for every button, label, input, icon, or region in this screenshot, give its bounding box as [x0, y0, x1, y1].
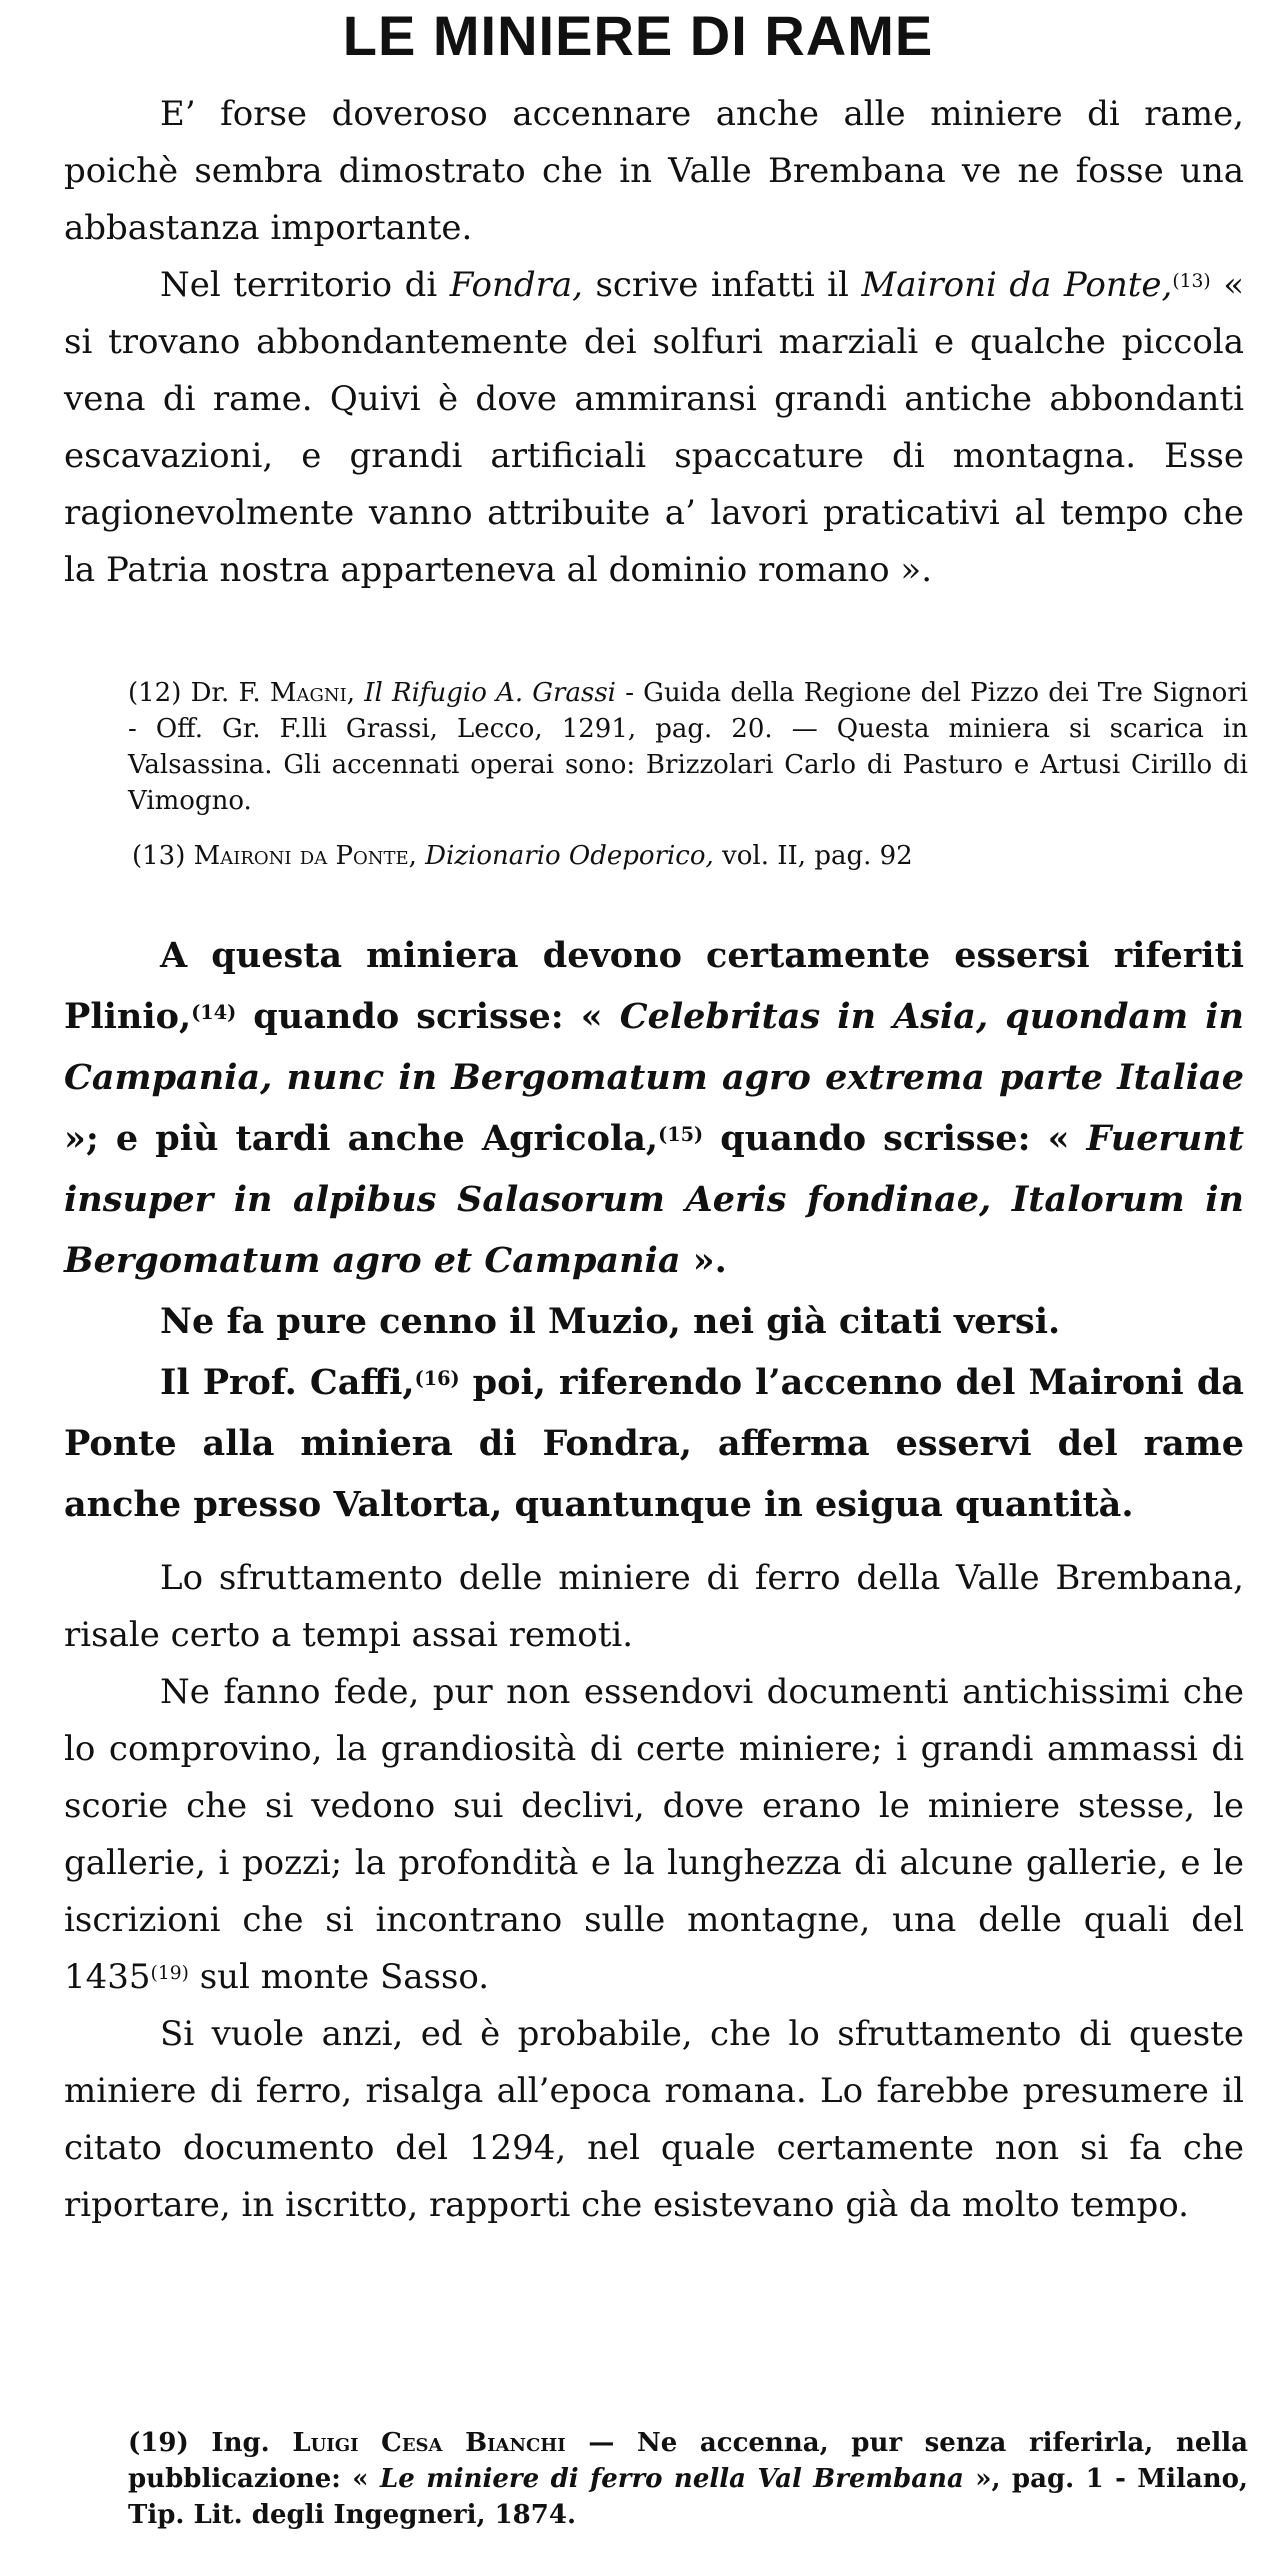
footnote-author: Magni, [269, 678, 356, 708]
footnote-ref: (15) [658, 1123, 704, 1146]
paragraph-text: scrive infatti il [582, 265, 862, 305]
page-title: LE MINIERE DI RAME [342, 4, 934, 67]
author-name: Maironi da Ponte, [861, 265, 1173, 305]
latin-quotation: Fuerunt insuper in alpibus Salasorum Aeris fondinae, Italorum in Bergomatum agro et Campania [64, 1118, 1244, 1281]
section-copper-mines [64, 86, 1244, 599]
footnote-author: Maironi da Ponte, [193, 841, 417, 871]
footnote-text: vol. II, pag. 92 [713, 841, 913, 871]
paragraph [64, 2006, 1244, 2234]
paragraph [64, 1291, 1244, 1352]
quotation-text: « si trovano abbondantemente dei solfuri marziali e qualche piccola vena di rame. Quivi è dove ammiransi grandi antiche abbondanti escavazioni, e grandi artificiali spaccature di montagna. Esse ragionevolmente vanno attribuite a’ lavori praticativi al tempo che la Patria nostra apparteneva al dominio romano ». [64, 265, 1245, 590]
footnote-text: », pag. 1 - Milano, Tip. Lit. degli Ingegneri, 1874. [128, 2464, 1248, 2530]
paragraph [64, 1352, 1244, 1535]
footnote-work: Le miniere di ferro nella Val Brembana [379, 2464, 964, 2494]
paragraph-text: Il Prof. Caffi, [160, 1362, 415, 1403]
paragraph-text: quando scrisse: « [236, 996, 620, 1037]
paragraph [64, 1550, 1244, 1664]
paragraph-text: Si vuole anzi, ed è probabile, che lo sfruttamento di queste miniere di ferro, risalga all’epoca romana. Lo farebbe presumere il citato documento del 1294, nel quale certamente non si fa che riportare, in iscritto, rapporti che esistevano già da molto tempo. [64, 2014, 1244, 2225]
footnote-author: Luigi Cesa Bianchi [292, 2428, 566, 2458]
footnote-12 [128, 675, 1248, 819]
footnote-13 [132, 838, 1242, 874]
place-name: Fondra, [449, 265, 583, 305]
paragraph-text: »; e più tardi anche Agricola, [64, 1118, 659, 1159]
section-plinio-agricola [64, 925, 1244, 1535]
footnote-ref: (19) [150, 1963, 189, 1984]
paragraph [64, 1664, 1244, 2006]
footnote-text: — Ne accenna, pur senza riferirla, nella pubblicazione: « [128, 2428, 1248, 2494]
footnote-work: Dizionario Odeporico, [416, 841, 714, 871]
paragraph-text: poi, riferendo l’accenno del Maironi da Ponte alla miniera di Fondra, afferma esservi del rame anche presso Valtorta, quantunque in esigua quantità. [64, 1362, 1244, 1525]
footnote-number: (12) Dr. F. [128, 678, 270, 708]
paragraph-text: Ne fanno fede, pur non essendovi documenti antichissimi che lo comprovino, la grandiosità di certe miniere; i grandi ammassi di scorie che si vedono sui declivi, dove erano le miniere stesse, le gallerie, i pozzi; la profondità e la lunghezza di alcune gallerie, e le iscrizioni che si incontrano sulle montagne, una delle quali del 1435 [64, 1672, 1244, 1997]
paragraph [64, 257, 1244, 599]
paragraph-text: Ne fa pure cenno il Muzio, nei già citati versi. [160, 1301, 1061, 1342]
footnote-ref: (14) [191, 1001, 237, 1024]
latin-quotation: Celebritas in Asia, quondam in Campania, nunc in Bergomatum agro extrema parte Italiae [64, 996, 1244, 1098]
paragraph [64, 86, 1244, 257]
footnote-19 [128, 2425, 1248, 2533]
footnote-number: (13) [132, 841, 194, 871]
section-iron-mines [64, 1550, 1244, 2234]
footnote-number: (19) Ing. [128, 2428, 293, 2458]
footnote-ref: (16) [414, 1367, 460, 1390]
paragraph-text: A questa miniera devono certamente essersi riferiti Plinio, [64, 935, 1244, 1037]
footnote-text: - Guida della Regione del Pizzo dei Tre Signori - Off. Gr. F.lli Grassi, Lecco, 1291, pag. 20. — Questa miniera si scarica in Valsassina. Gli accennati operai sono: Brizzolari Carlo di Pasturo e Artusi Cirillo di Vimogno. [128, 678, 1248, 816]
paragraph-text: E’ forse doveroso accennare anche alle miniere di rame, poichè sembra dimostrato che in Valle Brembana ve ne fosse una abbastanza importante. [64, 94, 1244, 248]
paragraph-text: sul monte Sasso. [188, 1957, 490, 1997]
paragraph-text: quando scrisse: « [703, 1118, 1087, 1159]
footnote-work: Il Rifugio A. Grassi [355, 678, 616, 708]
paragraph-text: Lo sfruttamento delle miniere di ferro della Valle Brembana, risale certo a tempi assai remoti. [64, 1558, 1244, 1655]
footnote-ref: (13) [1172, 271, 1211, 292]
paragraph [64, 925, 1244, 1291]
paragraph-text: Nel territorio di [160, 265, 450, 305]
paragraph-text: ». [680, 1240, 727, 1281]
